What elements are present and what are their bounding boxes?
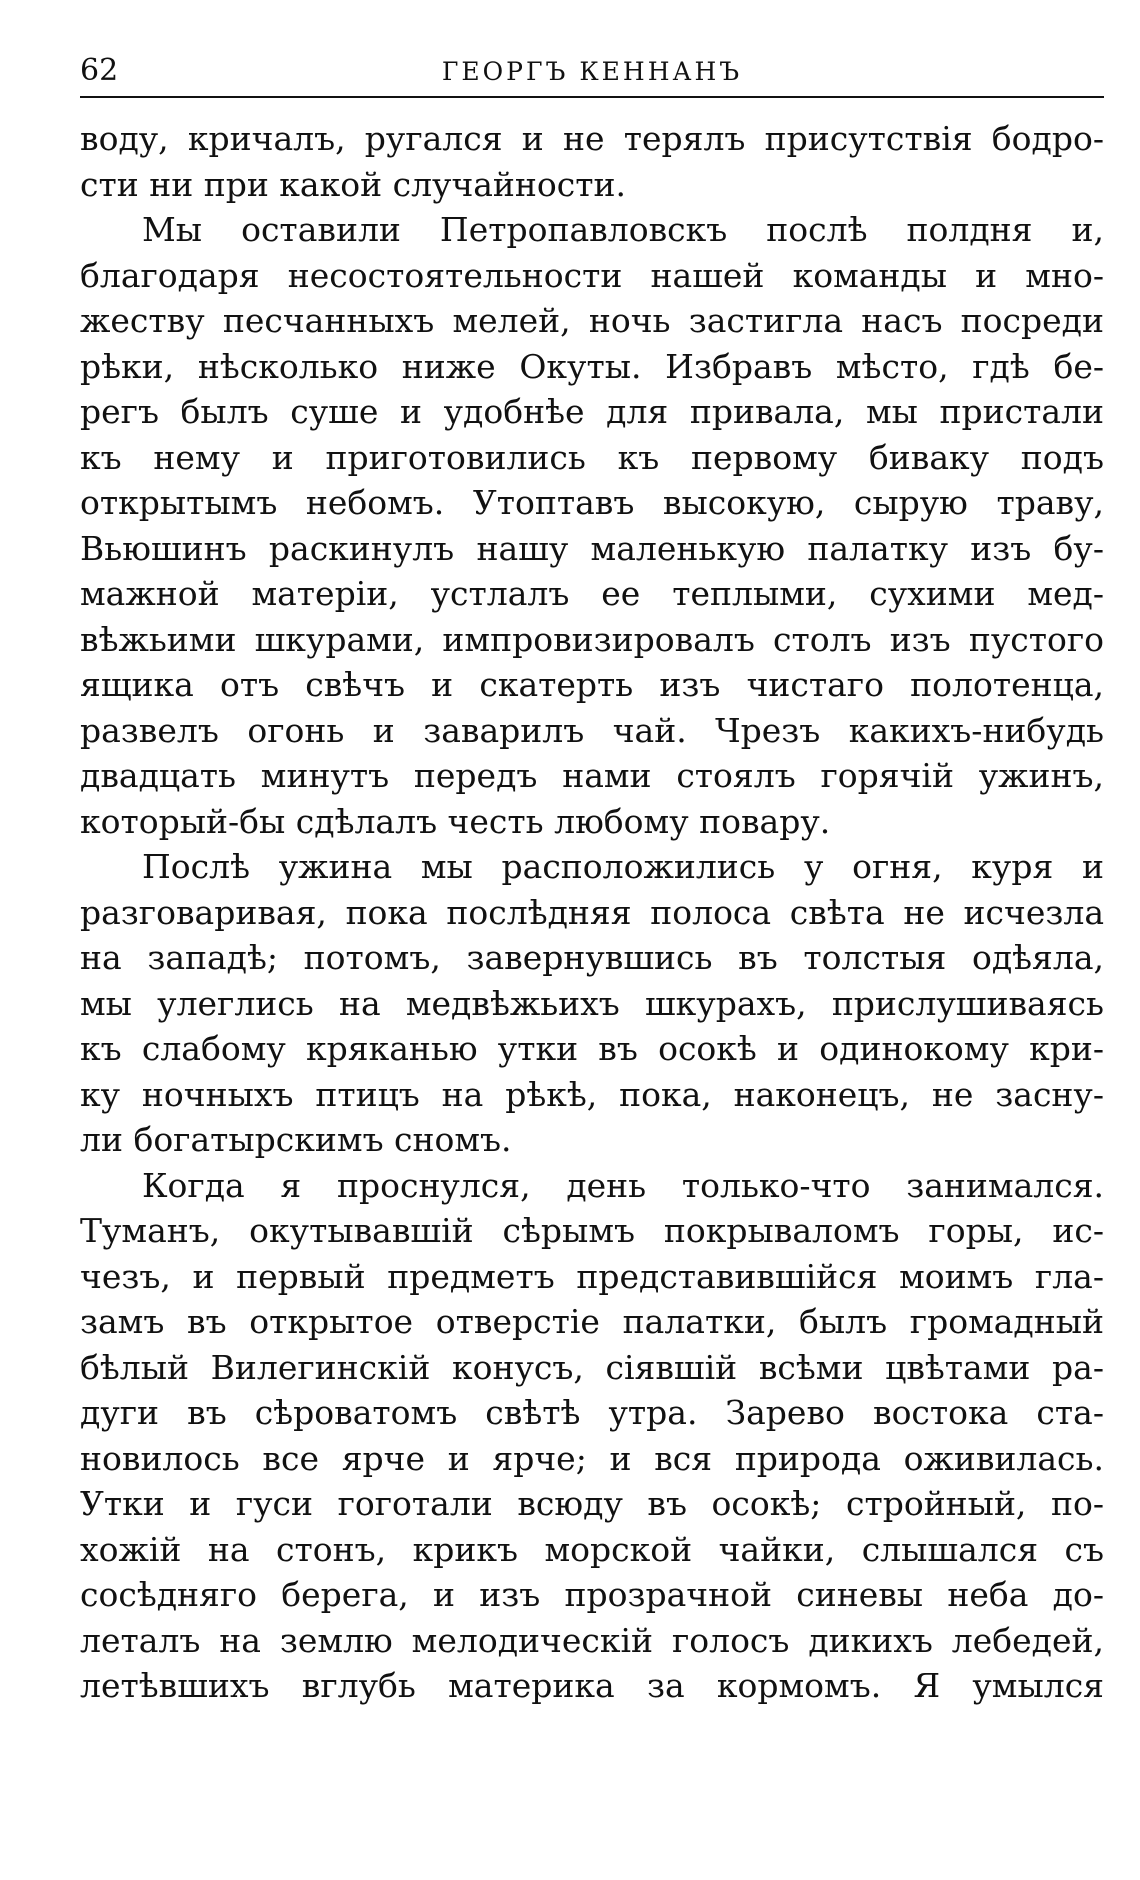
text-line: Утки и гуси гоготали всюду въ осокѣ; стройный, по- xyxy=(80,1484,1104,1523)
text-line: къ слабому кряканью утки въ осокѣ и одинокому кри- xyxy=(80,1029,1104,1068)
text-line: ящика отъ свѣчъ и скатерть изъ чистаго полотенца, xyxy=(80,665,1104,704)
text-line: ку ночныхъ птицъ на рѣкѣ, пока, наконецъ, не засну- xyxy=(80,1074,1104,1114)
text-line: Мы оставили Петропавловскъ послѣ полдня и, xyxy=(142,210,1104,249)
text-line: чезъ, и первый предметъ представившійся моимъ гла- xyxy=(80,1256,1104,1296)
text-line: новилось все ярче и ярче; и вся природа оживилась. xyxy=(80,1438,1104,1478)
text-line: хожій на стонъ, крикъ морской чайки, слышался съ xyxy=(80,1529,1104,1569)
text-line: ли богатырскимъ сномъ. xyxy=(80,1120,512,1159)
page-header xyxy=(80,50,1104,98)
text-line: который-бы сдѣлалъ честь любому повару. xyxy=(80,801,831,841)
text-line: вѣжьими шкурами, импровизировалъ столъ изъ пустого xyxy=(80,619,1104,659)
text-line: открытымъ небомъ. Утоптавъ высокую, сырую траву, xyxy=(80,483,1104,522)
text-line: дуги въ сѣроватомъ свѣтѣ утра. Зарево востока ста- xyxy=(80,1393,1104,1432)
text-line: мы улеглись на медвѣжьихъ шкурахъ, прислушиваясь xyxy=(80,983,1104,1023)
text-line: замъ въ открытое отверстіе палатки, былъ громадный xyxy=(80,1302,1104,1341)
text-line: благодаря несостоятельности нашей команды и мно- xyxy=(80,255,1104,295)
text-line: леталъ на землю мелодическій голосъ дикихъ лебедей, xyxy=(80,1620,1104,1660)
text-line: летѣвшихъ вглубь материка за кормомъ. Я умылся xyxy=(80,1666,1104,1705)
text-line: мажной матеріи, устлалъ ее теплыми, сухими мед- xyxy=(80,574,1104,613)
text-line: воду, кричалъ, ругался и не терялъ присутствія бодро- xyxy=(80,119,1104,158)
book-page xyxy=(80,50,1104,1830)
text-line: сосѣдняго берега, и изъ прозрачной синевы неба до- xyxy=(80,1575,1104,1614)
text-line: регъ былъ суше и удобнѣе для привала, мы пристали xyxy=(80,392,1104,431)
text-line: сти ни при какой случайности. xyxy=(80,164,627,204)
text-line: двадцать минутъ передъ нами стоялъ горячій ужинъ, xyxy=(80,756,1104,795)
page-number: 62 xyxy=(80,53,119,88)
text-line: рѣки, нѣсколько ниже Окуты. Избравъ мѣсто, гдѣ бе- xyxy=(80,346,1104,386)
text-line: бѣлый Вилегинскій конусъ, сіявшій всѣми цвѣтами ра- xyxy=(80,1347,1104,1387)
text-line: жеству песчанныхъ мелей, ночь застигла насъ посреди xyxy=(80,301,1104,340)
text-line: Послѣ ужина мы расположились у огня, куря и xyxy=(142,847,1104,886)
text-line: на западѣ; потомъ, завернувшись въ толстыя одѣяла, xyxy=(80,938,1104,977)
text-line: Вьюшинъ раскинулъ нашу маленькую палатку изъ бу- xyxy=(80,528,1104,568)
running-head: ГЕОРГЪ КЕННАНЪ xyxy=(441,57,743,86)
text-line: къ нему и приготовились къ первому бивaку подъ xyxy=(80,437,1104,477)
text-line: Туманъ, окутывавшій сѣрымъ покрываломъ горы, ис- xyxy=(80,1211,1104,1250)
text-line: разговаривая, пока послѣдняя полоса свѣта не исчезла xyxy=(80,892,1104,932)
text-line: развелъ огонь и заварилъ чай. Чрезъ какихъ-нибудь xyxy=(80,710,1104,750)
text-line: Когда я проснулся, день только-что занимался. xyxy=(142,1165,1104,1205)
body-text xyxy=(80,116,1104,1709)
